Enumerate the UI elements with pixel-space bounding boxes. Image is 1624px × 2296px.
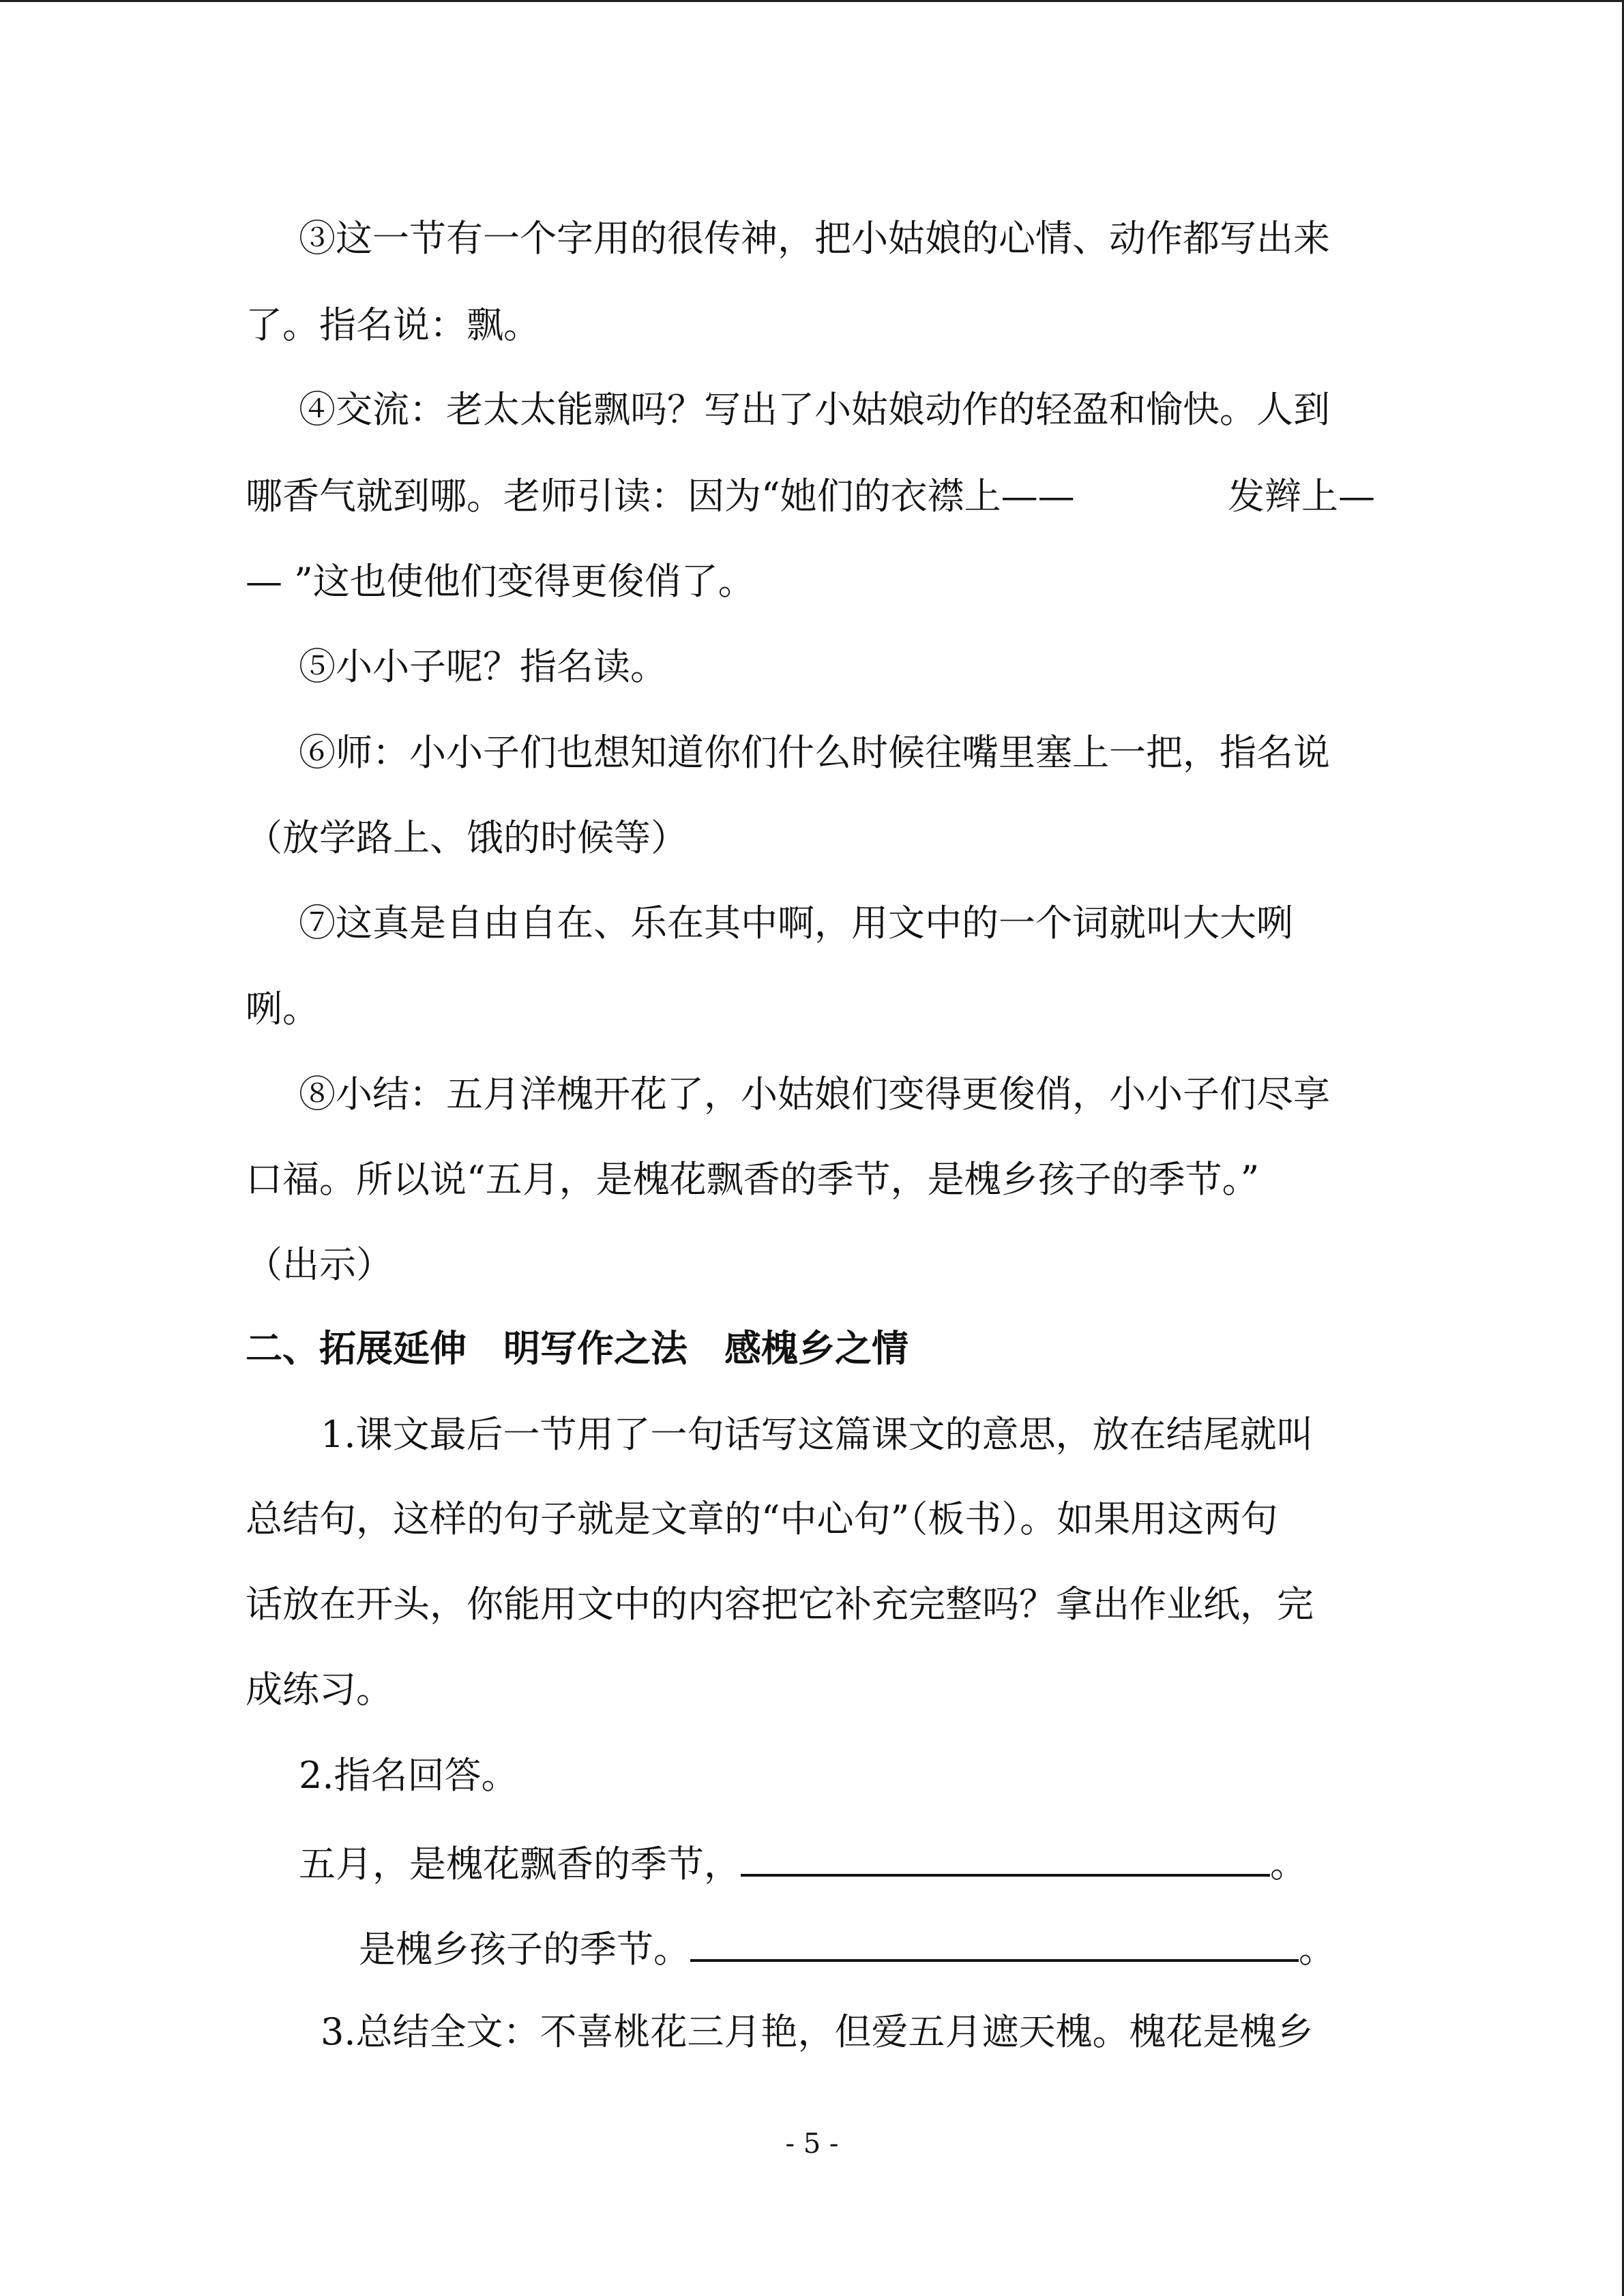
paragraph-3-line-1: ③这一节有一个字用的很传神，把小姑娘的心情、动作都写出来: [299, 217, 1330, 260]
fill-in-sentence-2: [359, 1920, 1335, 1974]
fill-in-sentence-2-end: 。: [1299, 1928, 1335, 1971]
paragraph-5: ⑤小小子呢？指名读。: [299, 645, 667, 688]
paragraph-4-line-1: ④交流：老太太能飘吗？写出了小姑娘动作的轻盈和愉快。人到: [299, 388, 1330, 431]
paragraph-6-line-1: ⑥师：小小子们也想知道你们什么时候往嘴里塞上一把，指名说: [299, 731, 1330, 774]
page-border-top: [0, 0, 1624, 2]
paragraph-4-line-2-continued: 发辫上—: [1228, 475, 1375, 518]
fill-in-sentence-1: [299, 1834, 1307, 1889]
paragraph-8-line-2: 口福。所以说“五月，是槐花飘香的季节，是槐乡孩子的季节。”: [246, 1158, 1260, 1201]
paragraph-4-line-3: — ”这也使他们变得更俊俏了。: [246, 560, 755, 603]
paragraph-8-line-3: （出示）: [246, 1243, 393, 1286]
paragraph-7-line-2: 咧。: [246, 987, 319, 1030]
paragraph-7-line-1: ⑦这真是自由自在、乐在其中啊，用文中的一个词就叫大大咧: [299, 901, 1293, 944]
paragraph-6-line-2: （放学路上、饿的时候等）: [246, 816, 688, 859]
fill-in-blank-1[interactable]: [741, 1834, 1270, 1877]
fill-in-sentence-1-end: 。: [1270, 1843, 1307, 1885]
item-1-line-4: 成练习。: [246, 1668, 393, 1711]
paragraph-8-line-1: ⑧小结：五月洋槐开花了，小姑娘们变得更俊俏，小小子们尽享: [299, 1073, 1330, 1116]
item-1-line-2: 总结句，这样的句子就是文章的“中心句”（板书）。如果用这两句: [246, 1497, 1278, 1540]
paragraph-4-line-2: 哪香气就到哪。老师引读：因为“她们的衣襟上——: [246, 475, 1075, 518]
fill-in-sentence-2-text: 是槐乡孩子的季节。: [359, 1928, 690, 1971]
fill-in-blank-2[interactable]: [690, 1920, 1299, 1962]
item-2: 2.指名回答。: [299, 1754, 518, 1797]
page-number: - 5 -: [785, 2128, 839, 2160]
section-heading: 二、拓展延伸 明写作之法 感槐乡之情: [246, 1326, 909, 1370]
fill-in-sentence-1-text: 五月，是槐花飘香的季节，: [299, 1843, 741, 1885]
item-3: 3.总结全文：不喜桃花三月艳，但爱五月遮天槐。槐花是槐乡: [321, 2010, 1314, 2053]
paragraph-3-line-2: 了。指名说：飘。: [246, 303, 540, 346]
item-1-line-1: 1.课文最后一节用了一句话写这篇课文的意思，放在结尾就叫: [321, 1413, 1314, 1456]
item-1-line-3: 话放在开头，你能用文中的内容把它补充完整吗？拿出作业纸，完: [246, 1583, 1314, 1626]
